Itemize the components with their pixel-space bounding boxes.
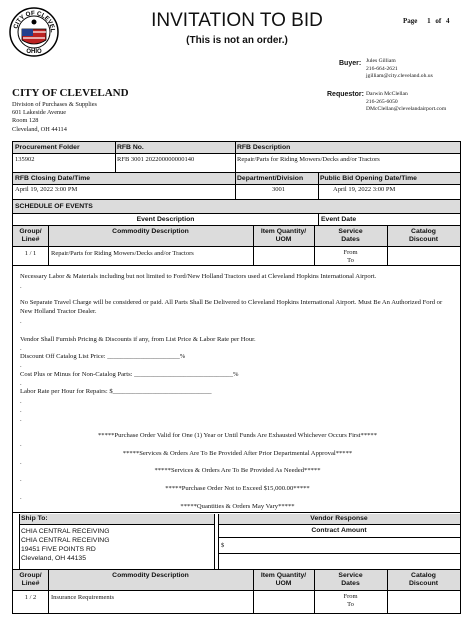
event-date-header: Event Date	[321, 216, 357, 223]
contract-amount-field[interactable]	[233, 538, 458, 552]
requestor-info	[366, 91, 446, 114]
spacer-dot: .	[20, 362, 22, 369]
ship-to-line: CHIA CENTRAL RECEIVING	[21, 528, 110, 535]
spacer-dot: .	[20, 283, 22, 290]
rfb-no-label: RFB No.	[117, 144, 144, 151]
group-line-header-2: Line#	[21, 236, 40, 243]
department-value: 3001	[272, 186, 285, 193]
catalog-discount-header	[387, 228, 460, 244]
rfb-description-value: Repair/Parts for Riding Mowers/Decks and/or Tractors	[237, 156, 380, 163]
item2-service-dates	[314, 593, 387, 609]
org-address-line: Room 128	[12, 117, 39, 125]
page-total: 4	[445, 17, 450, 25]
catalog-discount-header-2: Discount	[408, 236, 439, 243]
necessary-labor-text: Necessary Labor & Materials including but not limited to Ford/New Holland Tractors used at Cleveland Hopkins International Airport.	[20, 273, 377, 280]
service-dates-header-1: Service	[338, 572, 363, 579]
schedule-title: SCHEDULE OF EVENTS	[15, 203, 93, 210]
spacer-dot: .	[20, 416, 22, 423]
group-line-header-2: Line#	[21, 580, 40, 587]
procurement-folder-label: Procurement Folder	[15, 144, 80, 151]
bid-form	[12, 141, 461, 614]
spacer-dot: .	[20, 441, 22, 448]
as-needed-text: *****Services & Orders Are To Be Provided As Needed*****	[154, 467, 321, 474]
item-qty-header-2: UOM	[275, 580, 292, 587]
contract-amount-label: Contract Amount	[311, 527, 367, 534]
catalog-discount-header-2: Discount	[408, 580, 439, 587]
opening-label: Public Bid Opening Date/Time	[320, 175, 417, 182]
ship-to-line: 19451 FIVE POINTS RD	[21, 546, 96, 553]
vendor-response-label: Vendor Response	[310, 515, 368, 522]
spacer-dot: .	[20, 494, 22, 501]
document-title: INVITATION TO BID	[151, 10, 323, 31]
item1-description: Repair/Parts for Riding Mowers/Decks and/or Tractors	[51, 250, 194, 257]
catalog-discount-header-1: Catalog	[411, 572, 436, 579]
item2-to: To	[347, 601, 354, 608]
commodity-header: Commodity Description	[112, 228, 189, 235]
item2-description: Insurance Requirements	[51, 594, 114, 601]
procurement-folder-value: 135902	[15, 156, 35, 163]
cost-plus-line: Cost Plus or Minus for Non-Catalog Parts: ______________________________%	[20, 371, 239, 378]
travel-charge-text: No Separate Travel Charge will be considered or paid. All Parts Shall Be Delivered to Cleveland Hopkins International Airport. Must Be An Authorized Ford or New Holland Tractor Dealer.	[20, 299, 443, 315]
catalog-discount-header-1: Catalog	[411, 228, 436, 235]
service-dates-header-1: Service	[338, 228, 363, 235]
service-dates-header	[314, 228, 387, 244]
ship-to-address	[21, 527, 110, 563]
svg-text:OHIO: OHIO	[26, 49, 42, 55]
group-line-header	[13, 572, 48, 588]
requestor-email: DMcClellan@clevelandairport.com	[366, 106, 447, 113]
svg-text:CITY OF CLEVELAND: CITY OF CLEVEL	[12, 9, 57, 33]
po-valid-text: *****Purchase Order Valid for One (1) Year or Until Funds Are Exhausted Whichever Occurs First*****	[97, 432, 378, 439]
spacer-dot: .	[20, 407, 22, 414]
prior-approval-text: *****Services & Orders Are To Be Provided After Prior Departmental Approval*****	[122, 450, 353, 457]
page-label: Page	[403, 17, 418, 25]
requestor-name: Darwin McClellan	[366, 91, 408, 97]
page-current: 1	[427, 17, 431, 25]
item-qty-header-1: Item Quantity/	[260, 572, 307, 579]
group-line-header-1: Group/	[19, 572, 42, 579]
item1-to: To	[347, 257, 354, 264]
document-subtitle: (This is not an order.)	[186, 35, 288, 46]
item-qty-header-1: Item Quantity/	[260, 228, 307, 235]
spacer-dot: .	[20, 318, 22, 325]
page-number	[403, 17, 457, 25]
item-qty-header	[253, 228, 314, 244]
ship-to-line: Cleveland, OH 44135	[21, 555, 86, 562]
contract-amount-dollar: $	[221, 542, 225, 549]
ship-to-line: CHIA CENTRAL RECEIVING	[21, 537, 110, 544]
quantities-text: *****Quantities & Orders May Vary*****	[180, 503, 295, 510]
spacer-dot: .	[20, 459, 22, 466]
closing-value: April 19, 2022 3:00 PM	[15, 186, 78, 193]
commodity-header: Commodity Description	[112, 572, 189, 579]
catalog-discount-header	[387, 572, 460, 588]
item1-line: 1 / 1	[24, 250, 37, 257]
item-qty-header-2: UOM	[275, 236, 292, 243]
service-dates-header-2: Dates	[341, 236, 360, 243]
org-name: CITY OF CLEVELAND	[12, 87, 129, 99]
ship-to-band	[19, 514, 214, 524]
labor-rate-line: Labor Rate per Hour for Repairs: $______________________________	[20, 388, 212, 395]
buyer-label: Buyer:	[339, 60, 362, 67]
requestor-phone: 216-265-6050	[366, 98, 398, 105]
buyer-name: Jules Gilliam	[366, 58, 396, 64]
requestor-label: Requestor:	[327, 91, 364, 98]
org-address	[12, 101, 97, 134]
rfb-description-label: RFB Description	[237, 144, 291, 151]
opening-value: April 19, 2022 3:00 PM	[333, 186, 396, 193]
event-description-header: Event Description	[136, 216, 195, 223]
page-of: of	[435, 17, 442, 25]
org-address-line: Cleveland, OH 44114	[12, 125, 67, 133]
not-exceed-text: *****Purchase Order Not to Exceed $15,000.00*****	[165, 485, 310, 492]
item1-service-dates	[314, 249, 387, 265]
spacer-dot: .	[20, 476, 22, 483]
buyer-phone: 216-664-2621	[366, 65, 398, 72]
department-label: Department/Division	[237, 175, 304, 182]
item-qty-header	[253, 572, 314, 588]
vendor-pricing-text: Vendor Shall Furnish Pricing & Discounts if any, from List Price & Labor Rate per Hour.	[20, 336, 256, 343]
ship-to-label: Ship To:	[21, 515, 48, 522]
item2-line: 1 / 2	[24, 594, 37, 601]
group-line-header-1: Group/	[19, 228, 42, 235]
group-line-header	[13, 228, 48, 244]
buyer-info	[366, 58, 433, 81]
spacer-dot: .	[20, 380, 22, 387]
spacer-dot: .	[20, 398, 22, 405]
closing-label: RFB Closing Date/Time	[15, 175, 91, 182]
service-dates-header-2: Dates	[341, 580, 360, 587]
item2-from: From	[343, 593, 358, 600]
spacer-dot: .	[20, 345, 22, 352]
service-dates-header	[314, 572, 387, 588]
buyer-email: jgilliam@city.cleveland.oh.us	[366, 73, 433, 80]
discount-line: Discount Off Catalog List Price: ______________________%	[20, 353, 186, 360]
org-address-line: 601 Lakeside Avenue	[12, 109, 67, 117]
item1-from: From	[343, 249, 358, 256]
org-address-line: Division of Purchases & Supplies	[12, 101, 98, 108]
rfb-no-value: RFB 3001 202200000000140	[117, 156, 195, 163]
